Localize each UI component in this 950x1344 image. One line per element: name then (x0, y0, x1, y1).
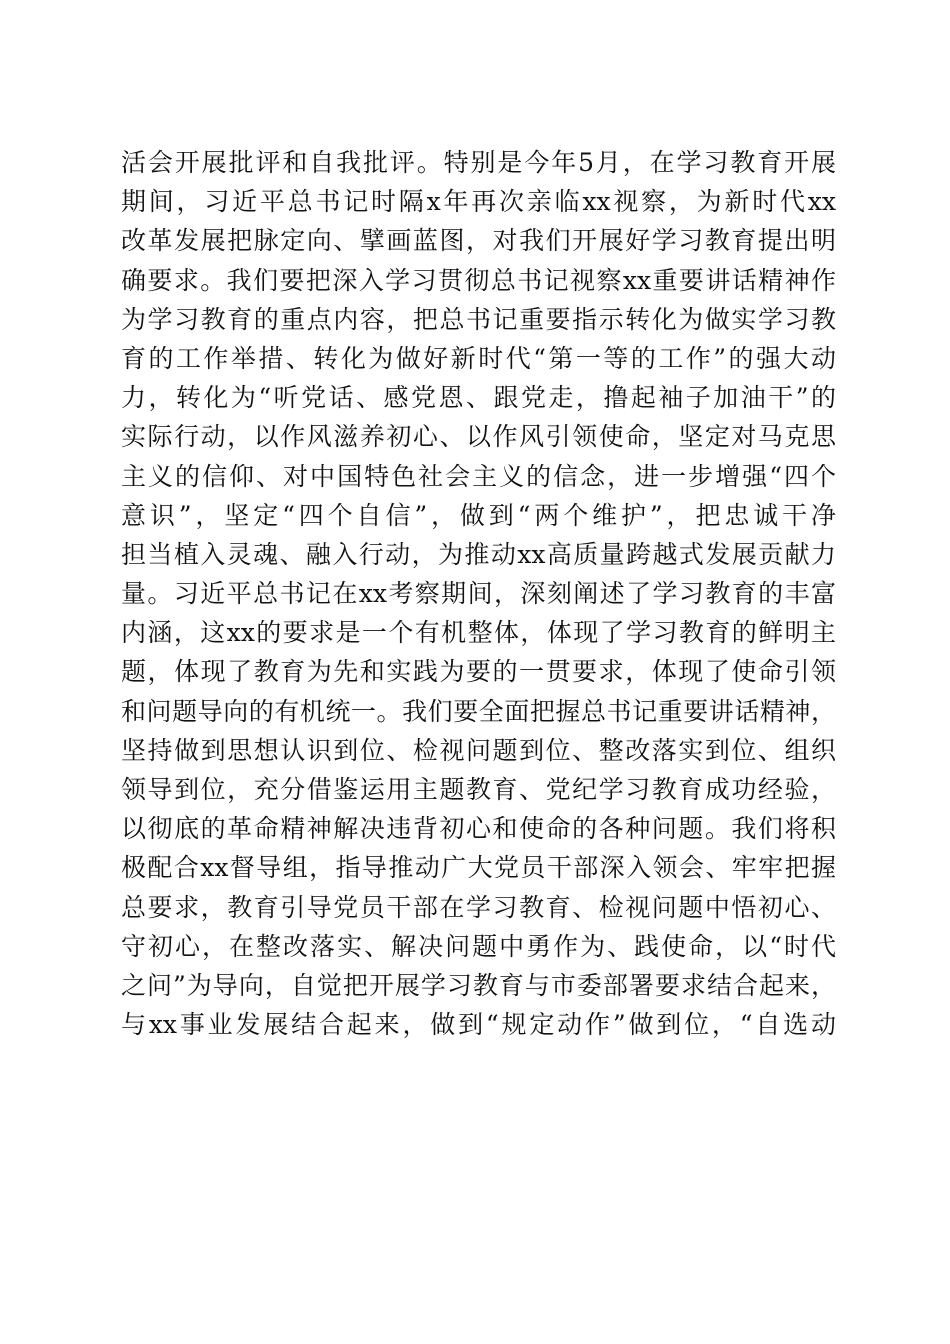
text-line: 之问”为导向，自觉把开展学习教育与市委部署要求结合起来， (121, 970, 836, 1000)
text-line: 意识”，坚定“四个自信”，做到“两个维护”，把忠诚干净 (121, 500, 836, 530)
text-line: 总要求，教育引导党员干部在学习教育、检视问题中悟初心、 (121, 892, 836, 922)
text-line: 量。习近平总书记在xx考察期间，深刻阐述了学习教育的丰富 (121, 579, 836, 609)
text-line: 改革发展把脉定向、擘画蓝图，对我们开展好学习教育提出明 (121, 226, 836, 256)
text-line: 力，转化为“听党话、感党恩、跟党走，撸起袖子加油干”的 (121, 383, 836, 413)
text-line: 题，体现了教育为先和实践为要的一贯要求，体现了使命引领 (121, 657, 836, 687)
text-line: 极配合xx督导组，指导推动广大党员干部深入领会、牢牢把握 (121, 853, 836, 883)
text-line: 育的工作举措、转化为做好新时代“第一等的工作”的强大动 (121, 343, 836, 373)
text-line: 领导到位，充分借鉴运用主题教育、党纪学习教育成功经验， (121, 775, 836, 804)
text-line: 内涵，这xx的要求是一个有机整体，体现了学习教育的鲜明主 (121, 618, 836, 648)
text-line: 以彻底的革命精神解决违背初心和使命的各种问题。我们将积 (121, 814, 836, 844)
text-line: 担当植入灵魂、融入行动，为推动xx高质量跨越式发展贡献力 (121, 539, 836, 569)
text-line: 守初心，在整改落实、解决问题中勇作为、践使命，以“时代 (121, 931, 836, 961)
text-line: 活会开展批评和自我批评。特别是今年5月，在学习教育开展 (121, 148, 836, 177)
text-line: 为学习教育的重点内容，把总书记重要指示转化为做实学习教 (121, 304, 836, 334)
body-text (121, 143, 836, 1044)
text-line: 确要求。我们要把深入学习贯彻总书记视察xx重要讲话精神作 (121, 265, 836, 295)
text-line: 实际行动，以作风滋养初心、以作风引领使命，坚定对马克思 (121, 422, 836, 452)
text-line: 期间，习近平总书记时隔x年再次亲临xx视察，为新时代xx (121, 187, 836, 217)
text-line: 主义的信仰、对中国特色社会主义的信念，进一步增强“四个 (121, 461, 836, 491)
text-line: 与xx事业发展结合起来，做到“规定动作”做到位，“自选动 (121, 1010, 836, 1040)
text-line: 和问题导向的有机统一。我们要全面把握总书记重要讲话精神， (121, 696, 836, 726)
text-line: 坚持做到思想认识到位、检视问题到位、整改落实到位、组织 (121, 735, 836, 765)
